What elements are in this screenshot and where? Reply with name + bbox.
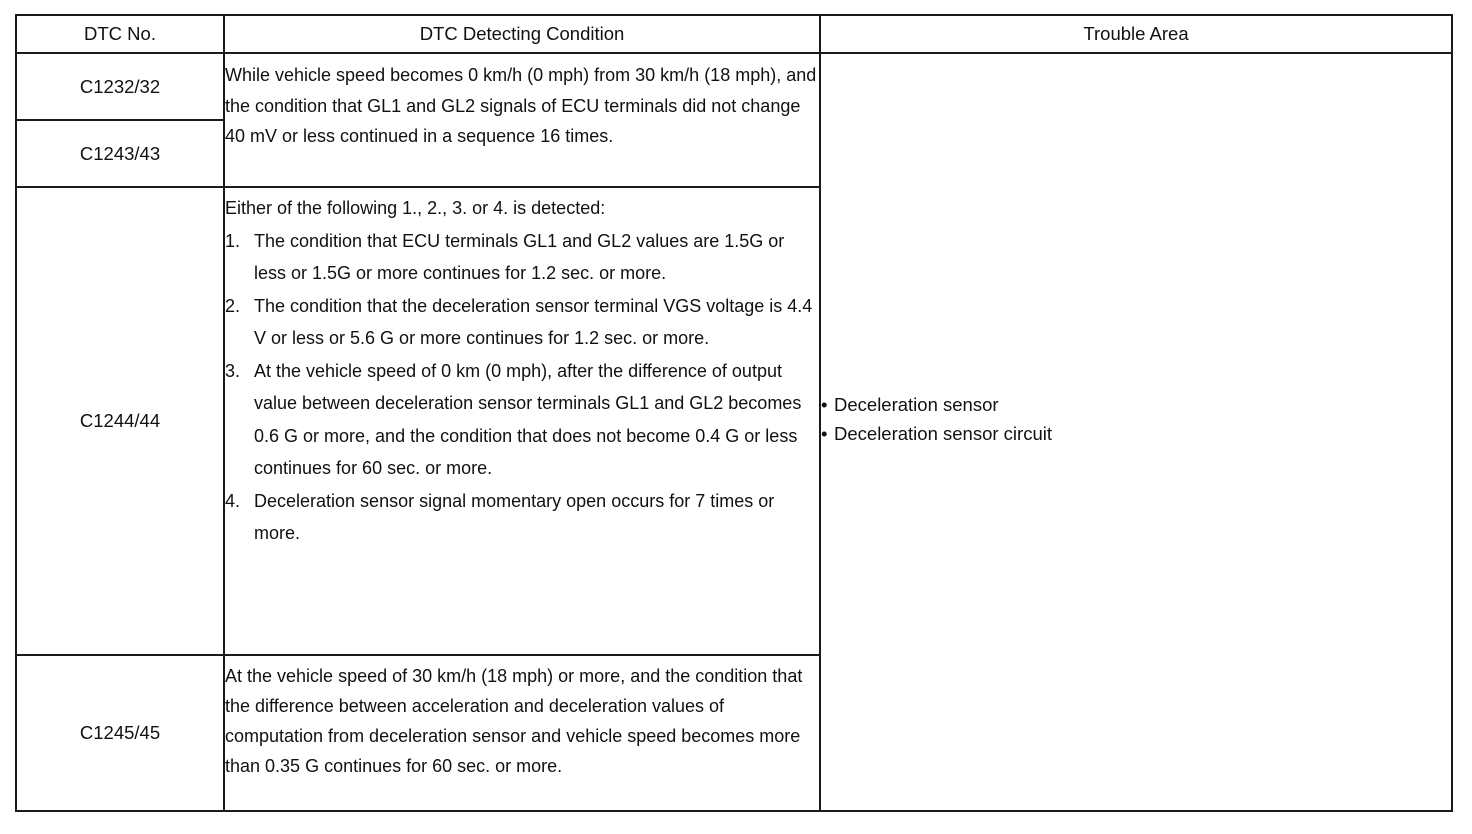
- condition-list: [225, 225, 819, 550]
- bullet-marker: •: [821, 394, 828, 415]
- trouble-area-cell: [820, 53, 1452, 811]
- list-item-text: At the vehicle speed of 0 km (0 mph), after the difference of output value between deceleration sensor terminals GL1 and GL2 becomes 0.6 G or more, and the condition that does not become 0.4 G or less continues for 60 sec. or more.: [254, 360, 802, 478]
- condition-text: While vehicle speed becomes 0 km/h (0 mph) from 30 km/h (18 mph), and the condition that GL1 and GL2 signals of ECU terminals did not change 40 mV or less continued in a sequence 16 times.: [225, 65, 817, 146]
- condition-block: [225, 188, 819, 550]
- condition-list-item: [225, 485, 819, 550]
- header-detecting-condition: DTC Detecting Condition: [224, 15, 820, 53]
- list-item-text: Deceleration sensor signal momentary open occurs for 7 times or more.: [254, 490, 775, 543]
- condition-list-item: [225, 290, 819, 355]
- list-item-text: The condition that the deceleration sensor terminal VGS voltage is 4.4 V or less or 5.6 G or more continues for 1.2 sec. or more.: [254, 295, 813, 348]
- detecting-condition-cell: [224, 187, 820, 655]
- list-number: 3.: [225, 360, 241, 381]
- list-number: 1.: [225, 230, 241, 251]
- condition-list-item: [225, 225, 819, 290]
- dtc-code-c1244: C1244/44: [16, 187, 224, 655]
- header-row: [16, 15, 1452, 53]
- condition-intro: Either of the following 1., 2., 3. or 4. is detected:: [225, 198, 606, 218]
- condition-text: At the vehicle speed of 30 km/h (18 mph) or more, and the condition that the difference between acceleration and deceleration values of computation from deceleration sensor and vehicle speed becomes more than 0.35 G continues for 60 sec. or more.: [225, 666, 803, 776]
- dtc-code-c1243: C1243/43: [16, 120, 224, 187]
- table-row: [16, 53, 1452, 120]
- bullet-marker: •: [821, 423, 828, 444]
- header-dtc-no: DTC No.: [16, 15, 224, 53]
- header-trouble-area: Trouble Area: [820, 15, 1452, 53]
- trouble-area-item: [821, 419, 1451, 448]
- list-item-text: The condition that ECU terminals GL1 and GL2 values are 1.5G or less or 1.5G or more continues for 1.2 sec. or more.: [254, 230, 785, 283]
- trouble-area-item: [821, 390, 1451, 419]
- trouble-area-text: Deceleration sensor circuit: [834, 423, 1052, 444]
- detecting-condition-cell: [224, 655, 820, 811]
- list-number: 4.: [225, 490, 241, 511]
- dtc-table: [15, 14, 1453, 812]
- trouble-area-text: Deceleration sensor: [834, 394, 999, 415]
- condition-list-item: [225, 355, 819, 485]
- list-number: 2.: [225, 295, 241, 316]
- dtc-code-c1232: C1232/32: [16, 53, 224, 120]
- trouble-area-list: [821, 390, 1451, 448]
- detecting-condition-cell: [224, 53, 820, 187]
- dtc-code-c1245: C1245/45: [16, 655, 224, 811]
